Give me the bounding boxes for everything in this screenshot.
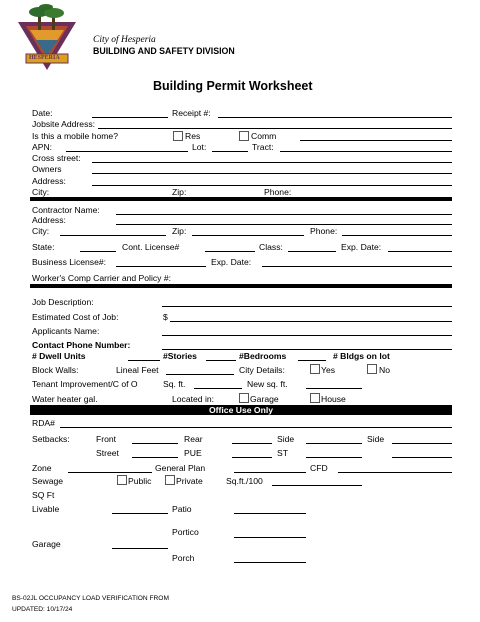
contact-phone-field[interactable] (162, 349, 452, 350)
city-details-label: City Details: (239, 365, 285, 375)
yes-label: Yes (321, 365, 336, 375)
owners-field[interactable] (92, 173, 452, 174)
contractor-phone-label: Phone: (310, 226, 338, 236)
apn-field[interactable] (66, 151, 188, 152)
front-label: Front (96, 434, 117, 444)
page-title: Building Permit Worksheet (153, 79, 313, 93)
city-logo (16, 4, 78, 72)
rda-label: RDA# (32, 418, 55, 428)
mobile-home-field[interactable] (300, 140, 452, 141)
business-license-label: Business License#: (32, 257, 107, 267)
owner-city-label: City: (32, 187, 50, 197)
apn-label: APN: (32, 142, 53, 152)
dwell-units-label: # Dwell Units (32, 351, 86, 361)
side2-label: Side (367, 434, 385, 444)
setbacks-label: Setbacks: (32, 434, 70, 444)
tenant-sq-ft-field[interactable] (194, 388, 242, 389)
contact-phone-label: Contact Phone Number: (32, 340, 131, 350)
pue-label: PUE (184, 448, 202, 458)
contractor-zip-field[interactable] (192, 235, 304, 236)
workers-comp-label: Worker's Comp Carrier and Policy #: (32, 273, 172, 283)
house-label: House (321, 394, 346, 404)
house-checkbox[interactable] (310, 393, 320, 403)
cont-license-label: Cont. License# (122, 242, 180, 252)
side1-label: Side (277, 434, 295, 444)
contractor-name-field[interactable] (116, 214, 452, 215)
sqft-100-field[interactable] (272, 485, 362, 486)
private-label: Private (176, 476, 203, 486)
exp-date-label: Exp. Date: (341, 242, 382, 252)
public-checkbox[interactable] (117, 475, 127, 485)
res-checkbox[interactable] (173, 131, 183, 141)
porch-field[interactable] (234, 562, 306, 563)
street-label: Street (96, 448, 119, 458)
no-label: No (379, 365, 390, 375)
bedrooms-label: #Bedrooms (239, 351, 287, 361)
lot-field[interactable] (212, 151, 248, 152)
side2-field[interactable] (392, 443, 452, 444)
cfd-label: CFD (310, 463, 328, 473)
street-field[interactable] (132, 457, 178, 458)
job-description-field[interactable] (162, 306, 452, 307)
new-sq-ft-label: New sq. ft. (247, 379, 288, 389)
section-divider (30, 197, 452, 201)
contractor-city-field[interactable] (60, 235, 166, 236)
pue-field[interactable] (232, 457, 272, 458)
tenant-improvement-label: Tenant Improvement/C of O (32, 379, 138, 389)
garage-checkbox[interactable] (239, 393, 249, 403)
bedrooms-field[interactable] (298, 360, 326, 361)
res-label: Res (185, 131, 201, 141)
garage-sqft-label: Garage (32, 539, 61, 549)
tract-label: Tract: (252, 142, 274, 152)
stories-field[interactable] (206, 360, 236, 361)
applicants-name-field[interactable] (162, 335, 452, 336)
date-field[interactable] (92, 117, 168, 118)
front-field[interactable] (132, 443, 178, 444)
st-field[interactable] (306, 457, 362, 458)
business-exp-date-label: Exp. Date: (211, 257, 252, 267)
no-checkbox[interactable] (367, 364, 377, 374)
comm-label: Comm (251, 131, 277, 141)
bldgs-on-lot-label: # Bldgs on lot (333, 351, 390, 361)
side1-field[interactable] (306, 443, 362, 444)
cross-street-label: Cross street: (32, 153, 81, 163)
comm-checkbox[interactable] (239, 131, 249, 141)
lineal-feet-field[interactable] (166, 374, 234, 375)
public-label: Public (128, 476, 152, 486)
state-label: State: (32, 242, 55, 252)
porch-label: Porch (172, 553, 195, 563)
contractor-address-field[interactable] (116, 224, 452, 225)
state-field[interactable] (80, 251, 116, 252)
contractor-zip-label: Zip: (172, 226, 187, 236)
lot-label: Lot: (192, 142, 207, 152)
office-use-title: Office Use Only (209, 405, 273, 415)
logo-text: HESPERIA (29, 55, 60, 61)
general-plan-field[interactable] (234, 472, 306, 473)
section-divider (30, 284, 452, 288)
portico-label: Portico (172, 527, 199, 537)
jobsite-field[interactable] (98, 128, 452, 129)
stories-label: #Stories (163, 351, 197, 361)
division-name: BUILDING AND SAFETY DIVISION (93, 46, 235, 56)
st-label: ST (277, 448, 288, 458)
st-extra-field[interactable] (392, 457, 452, 458)
zone-field[interactable] (68, 472, 152, 473)
private-checkbox[interactable] (165, 475, 175, 485)
patio-field[interactable] (234, 513, 306, 514)
receipt-field[interactable] (218, 117, 452, 118)
general-plan-label: General Plan (155, 463, 206, 473)
water-heater-label: Water heater gal. (32, 394, 98, 404)
located-in-label: Located in: (172, 394, 215, 404)
contractor-city-label: City: (32, 226, 50, 236)
contractor-phone-field[interactable] (342, 235, 452, 236)
block-walls-label: Block Walls: (32, 365, 79, 375)
date-label: Date: (32, 108, 53, 118)
sq-ft-label: SQ Ft (32, 490, 55, 500)
garage-label: Garage (250, 394, 279, 404)
contractor-address-label: Address: (32, 215, 66, 225)
updated-date: UPDATED: 10/17/24 (12, 606, 73, 613)
jobsite-label: Jobsite Address: (32, 119, 96, 129)
livable-field[interactable] (112, 513, 168, 514)
owners-label: Owners (32, 164, 62, 174)
dollar-sign: $ (163, 312, 168, 322)
cfd-field[interactable] (338, 472, 452, 473)
owner-zip-label: Zip: (172, 187, 187, 197)
mobile-home-label: Is this a mobile home? (32, 131, 118, 141)
business-license-field[interactable] (116, 266, 206, 267)
estimated-cost-field[interactable] (170, 321, 452, 322)
patio-label: Patio (172, 504, 192, 514)
owner-address-label: Address: (32, 176, 66, 186)
owner-address-field[interactable] (92, 185, 452, 186)
sewage-label: Sewage (32, 476, 64, 486)
dwell-units-field[interactable] (128, 360, 160, 361)
livable-label: Livable (32, 504, 60, 514)
tenant-sq-ft-label: Sq. ft. (163, 379, 186, 389)
new-sq-ft-field[interactable] (306, 388, 362, 389)
portico-field[interactable] (234, 537, 306, 538)
job-description-label: Job Description: (32, 297, 94, 307)
class-label: Class: (259, 242, 283, 252)
yes-checkbox[interactable] (310, 364, 320, 374)
cont-license-field[interactable] (205, 251, 255, 252)
lineal-feet-label: Lineal Feet (116, 365, 159, 375)
owner-phone-label: Phone: (264, 187, 292, 197)
class-field[interactable] (288, 251, 336, 252)
applicants-name-label: Applicants Name: (32, 326, 100, 336)
rear-label: Rear (184, 434, 203, 444)
receipt-label: Receipt #: (172, 108, 211, 118)
sqft-100-label: Sq.ft./100 (226, 476, 263, 486)
exp-date-field[interactable] (388, 251, 452, 252)
rda-field[interactable] (60, 427, 452, 428)
form-id: BS-02JL OCCUPANCY LOAD VERIFICATION FROM (12, 595, 169, 602)
business-exp-date-field[interactable] (262, 266, 452, 267)
tract-field[interactable] (280, 151, 452, 152)
city-name: City of Hesperia (93, 35, 156, 45)
office-use-banner (30, 405, 452, 415)
garage-sqft-field[interactable] (112, 548, 168, 549)
zone-label: Zone (32, 463, 52, 473)
estimated-cost-label: Estimated Cost of Job: (32, 312, 119, 322)
rear-field[interactable] (232, 443, 272, 444)
contractor-name-label: Contractor Name: (32, 205, 100, 215)
cross-street-field[interactable] (92, 162, 452, 163)
